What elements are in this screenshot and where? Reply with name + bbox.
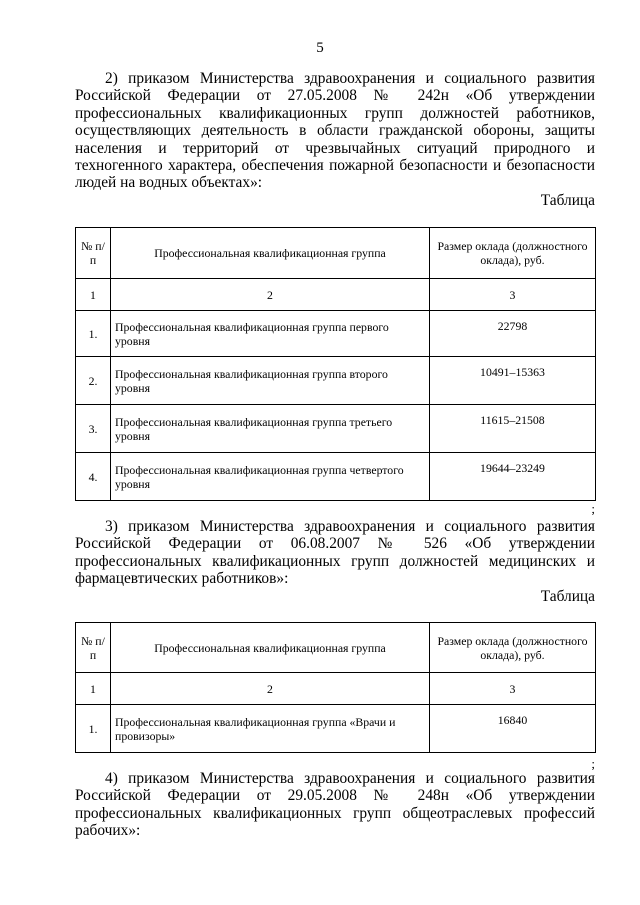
group-cell xyxy=(111,311,430,357)
row-number-cell: 1. xyxy=(76,311,111,357)
table-2 xyxy=(75,622,596,753)
paragraph-item-2 xyxy=(75,70,595,192)
table-1-label: Таблица xyxy=(540,192,595,209)
column-number-cell: 2 xyxy=(111,673,430,705)
table-2-semicolon: ; xyxy=(591,756,595,771)
header-group-cell: Профессиональная квалификационная группа xyxy=(111,623,430,673)
table-1-semicolon: ; xyxy=(591,501,595,516)
header-salary-cell: Размер оклада (должностного оклада), руб. xyxy=(430,228,596,279)
column-number-cell: 1 xyxy=(76,279,111,311)
column-number-cell: 1 xyxy=(76,673,111,705)
salary-cell: 11615–21508 xyxy=(430,405,596,453)
row-number-cell: 1. xyxy=(76,705,111,753)
group-cell xyxy=(111,357,430,405)
table-1 xyxy=(75,227,596,501)
table-row xyxy=(76,705,596,753)
group-cell xyxy=(111,453,430,501)
table-2-label: Таблица xyxy=(540,588,595,605)
table-1-header-row xyxy=(76,228,596,279)
paragraph-item-3 xyxy=(75,518,595,588)
column-number-cell: 3 xyxy=(430,673,596,705)
table-row xyxy=(76,453,596,501)
table-2-column-numbers-row xyxy=(76,673,596,705)
group-cell xyxy=(111,405,430,453)
paragraph-item-4 xyxy=(75,770,595,840)
table-1-column-numbers-row xyxy=(76,279,596,311)
row-number-cell: 2. xyxy=(76,357,111,405)
group-cell-text: Профессиональная квалификационная группа четвертого уровня xyxy=(115,462,404,491)
column-number-cell: 3 xyxy=(430,279,596,311)
column-number-cell: 2 xyxy=(111,279,430,311)
paragraph-item-3-text: 3) приказом Министерства здравоохранения и социального развития Российской Федерации от 06.08.2007 № 526 «Об утверждении профессиональных квалификационных групп должностей медицинских и фармацевтических работников»: xyxy=(75,518,595,588)
paragraph-item-4-text: 4) приказом Министерства здравоохранения и социального развития Российской Федерации от 29.05.2008 № 248н «Об утверждении профессиональных квалификационных групп общеотраслевых профессий рабочих»: xyxy=(75,770,595,840)
group-cell xyxy=(111,705,430,753)
group-cell-text: Профессиональная квалификационная группа третьего уровня xyxy=(115,414,393,443)
salary-cell: 22798 xyxy=(430,311,596,357)
table-2-header-row xyxy=(76,623,596,673)
group-cell-text: Профессиональная квалификационная группа «Врачи и провизоры» xyxy=(115,714,396,743)
group-cell-text: Профессиональная квалификационная группа второго уровня xyxy=(115,366,388,395)
table-row xyxy=(76,311,596,357)
header-group-cell: Профессиональная квалификационная группа xyxy=(111,228,430,279)
group-cell-text: Профессиональная квалификационная группа первого уровня xyxy=(115,319,389,348)
header-number-cell: № п/п xyxy=(76,228,111,279)
header-salary-cell: Размер оклада (должностного оклада), руб. xyxy=(430,623,596,673)
row-number-cell: 4. xyxy=(76,453,111,501)
salary-cell: 16840 xyxy=(430,705,596,753)
salary-cell: 19644–23249 xyxy=(430,453,596,501)
header-number-cell: № п/п xyxy=(76,623,111,673)
page-number: 5 xyxy=(316,40,324,56)
paragraph-item-2-text: 2) приказом Министерства здравоохранения и социального развития Российской Федерации от 27.05.2008 № 242н «Об утверждении профессиональных квалификационных групп должностей работников, осуществляющих деятельность в области гражданской обороны, защиты населения и территорий от чрезвычайных ситуаций природного и техногенного характера, обеспечения пожарной безопасности и безопасности людей на водных объектах»: xyxy=(75,70,595,192)
table-row xyxy=(76,405,596,453)
row-number-cell: 3. xyxy=(76,405,111,453)
table-row xyxy=(76,357,596,405)
salary-cell: 10491–15363 xyxy=(430,357,596,405)
